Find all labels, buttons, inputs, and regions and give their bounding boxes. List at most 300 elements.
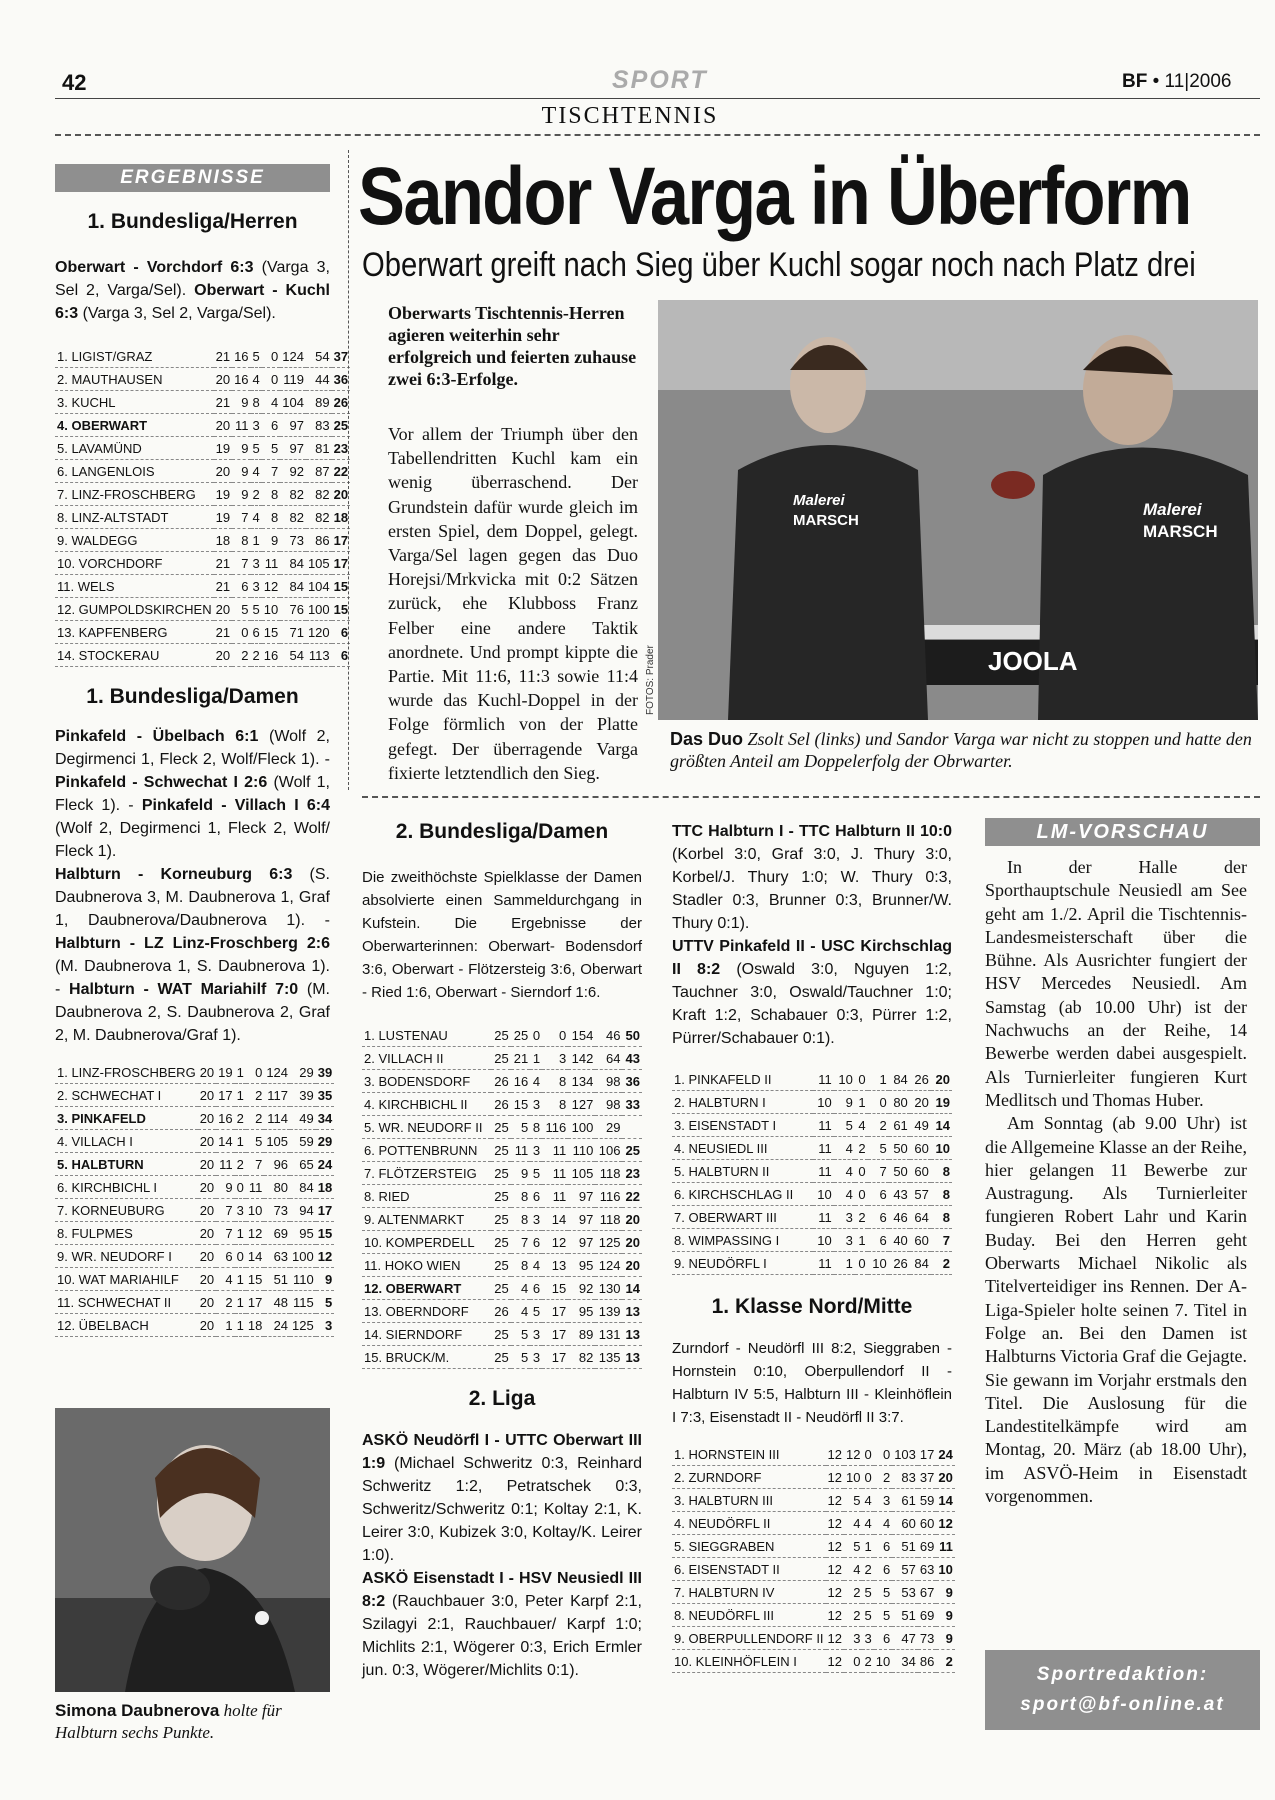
table-row xyxy=(672,1114,952,1137)
herren-standings-table xyxy=(55,345,350,667)
stat-cell: 1 xyxy=(235,1222,246,1245)
stat-cell: 6 xyxy=(232,575,250,598)
team-cell: 9. OBERPULLENDORF II xyxy=(672,1627,826,1650)
table-row xyxy=(362,1093,642,1116)
damen-result-4-detail: (S. Daubnerova 3, M. Daubnerova 1, Graf 1, Daubnerova/Daubnerova 1). - xyxy=(55,866,330,929)
stat-cell: 0 xyxy=(262,368,280,391)
stat-cell: 5 xyxy=(251,345,262,368)
table-row xyxy=(672,1604,955,1627)
stat-cell: 29 xyxy=(595,1116,622,1139)
stat-cell: 2 xyxy=(232,644,250,667)
liga2-title: 2. Bundesliga/Damen xyxy=(395,820,609,843)
points-cell: 18 xyxy=(316,1176,334,1199)
stat-cell: 20 xyxy=(214,414,232,437)
shirt-text-left-2: MARSCH xyxy=(793,512,859,529)
table-row xyxy=(672,1535,955,1558)
stat-cell: 3 xyxy=(251,552,262,575)
stat-cell: 17 xyxy=(918,1443,936,1466)
stat-cell: 3 xyxy=(834,1206,855,1229)
stat-cell: 86 xyxy=(306,529,332,552)
herren-result-1: Oberwart - Vorchdorf 6:3 xyxy=(55,259,254,276)
points-cell: 50 xyxy=(622,1024,642,1047)
stat-cell: 3 xyxy=(235,1199,246,1222)
table-row xyxy=(362,1139,642,1162)
stat-cell: 25 xyxy=(491,1162,510,1185)
kreis-column xyxy=(672,820,952,1673)
points-cell: 15 xyxy=(316,1222,334,1245)
table-row xyxy=(672,1650,955,1673)
stat-cell: 84 xyxy=(280,552,306,575)
stat-cell: 5 xyxy=(246,1130,264,1153)
points-cell: 36 xyxy=(622,1070,642,1093)
stat-cell: 95 xyxy=(290,1222,316,1245)
points-cell: 25 xyxy=(332,414,350,437)
stat-cell: 20 xyxy=(214,644,232,667)
stat-cell: 125 xyxy=(595,1231,622,1254)
stat-cell: 92 xyxy=(280,460,306,483)
stat-cell: 10 xyxy=(262,598,280,621)
stat-cell: 8 xyxy=(232,529,250,552)
stat-cell: 15 xyxy=(511,1093,530,1116)
stat-cell: 1 xyxy=(855,1091,868,1114)
stat-cell: 20 xyxy=(214,460,232,483)
stat-cell: 3 xyxy=(251,575,262,598)
stat-cell: 1 xyxy=(530,1047,542,1070)
points-cell: 25 xyxy=(622,1139,642,1162)
stat-cell: 7 xyxy=(511,1231,530,1254)
publication-issue: BF • 11|2006 xyxy=(1122,71,1232,92)
points-cell: 6 xyxy=(332,644,350,667)
stat-cell: 11 xyxy=(246,1176,264,1199)
stat-cell: 0 xyxy=(844,1650,862,1673)
section-title: SPORT xyxy=(612,66,708,94)
stat-cell: 12 xyxy=(826,1489,844,1512)
article-bottom-rule xyxy=(362,796,1260,798)
stat-cell: 9 xyxy=(232,437,250,460)
damen-result-6-detail: (M. Daubnerova 2, S. Daubnerova 2, Graf 2, M. Daubnerova/Graf 1). xyxy=(55,981,331,1044)
stat-cell: 1 xyxy=(235,1314,246,1337)
stat-cell: 5 xyxy=(844,1489,862,1512)
stat-cell: 19 xyxy=(214,506,232,529)
stat-cell: 124 xyxy=(264,1061,290,1084)
points-cell: 10 xyxy=(931,1137,952,1160)
stat-cell: 12 xyxy=(844,1443,862,1466)
table-row xyxy=(672,1229,952,1252)
preview-text xyxy=(985,856,1247,1508)
stat-cell: 105 xyxy=(264,1130,290,1153)
klasse-title: 1. Klasse Nord/Mitte xyxy=(711,1295,913,1318)
stat-cell: 46 xyxy=(889,1206,910,1229)
stat-cell: 82 xyxy=(568,1346,595,1369)
stat-cell: 154 xyxy=(568,1024,595,1047)
stat-cell: 127 xyxy=(568,1093,595,1116)
points-cell: 26 xyxy=(332,391,350,414)
stat-cell: 60 xyxy=(910,1229,931,1252)
points-cell: 6 xyxy=(332,621,350,644)
table-row xyxy=(672,1160,952,1183)
stat-cell: 14 xyxy=(216,1130,234,1153)
damen-result-4: Halbturn - Korneuburg 6:3 xyxy=(55,866,293,883)
points-cell: 15 xyxy=(332,598,350,621)
points-cell: 5 xyxy=(316,1291,334,1314)
stat-cell: 104 xyxy=(280,391,306,414)
stat-cell: 12 xyxy=(826,1604,844,1627)
stat-cell: 25 xyxy=(491,1208,510,1231)
stat-cell: 80 xyxy=(264,1176,290,1199)
team-cell: 15. BRUCK/M. xyxy=(362,1346,491,1369)
points-cell: 23 xyxy=(622,1162,642,1185)
stat-cell: 6 xyxy=(868,1229,889,1252)
stat-cell: 103 xyxy=(892,1443,918,1466)
stat-cell: 43 xyxy=(889,1183,910,1206)
stat-cell: 118 xyxy=(595,1162,622,1185)
preview-badge: LM-VORSCHAU xyxy=(985,818,1260,846)
team-cell: 6. EISENSTADT II xyxy=(672,1558,826,1581)
team-cell: 3. BODENSDORF xyxy=(362,1070,491,1093)
table-row xyxy=(362,1070,642,1093)
stat-cell: 20 xyxy=(198,1314,216,1337)
stat-cell: 10 xyxy=(844,1466,862,1489)
stat-cell: 34 xyxy=(892,1650,918,1673)
stat-cell: 5 xyxy=(511,1323,530,1346)
stat-cell: 2 xyxy=(855,1206,868,1229)
stat-cell: 15 xyxy=(246,1268,264,1291)
table-row xyxy=(672,1252,952,1275)
team-cell: 6. POTTENBRUNN xyxy=(362,1139,491,1162)
herren-result-1-detail: (Varga 3, Sel 2, Varga/Sel). xyxy=(55,259,330,299)
team-cell: 6. KIRCHSCHLAG II xyxy=(672,1183,813,1206)
team-cell: 9. WR. NEUDORF I xyxy=(55,1245,198,1268)
stat-cell: 20 xyxy=(198,1291,216,1314)
stat-cell: 11 xyxy=(813,1114,834,1137)
stat-cell: 26 xyxy=(491,1093,510,1116)
stat-cell: 20 xyxy=(910,1091,931,1114)
table-row xyxy=(362,1300,642,1323)
stat-cell: 6 xyxy=(530,1185,542,1208)
table-row xyxy=(672,1489,955,1512)
team-cell: 6. KIRCHBICHL I xyxy=(55,1176,198,1199)
stat-cell: 64 xyxy=(595,1047,622,1070)
subheadline: Oberwart greift nach Sieg über Kuchl sogar noch nach Platz drei xyxy=(362,246,1196,284)
stat-cell: 39 xyxy=(290,1084,316,1107)
stat-cell: 4 xyxy=(511,1300,530,1323)
table-row xyxy=(362,1277,642,1300)
stat-cell: 2 xyxy=(235,1153,246,1176)
points-cell: 9 xyxy=(936,1627,954,1650)
stat-cell: 5 xyxy=(862,1581,873,1604)
points-cell: 20 xyxy=(931,1068,952,1091)
stat-cell: 8 xyxy=(262,506,280,529)
stat-cell: 8 xyxy=(511,1208,530,1231)
team-cell: 1. LINZ-FROSCHBERG xyxy=(55,1061,198,1084)
preview-paragraph-2: Am Sonntag (ab 9.00 Uhr) ist die Allgemeine Klasse an der Reihe, hier gelangen 11 Bewerbe zur Austragung. Als Turnierleiter fungieren Robert Lahr und Karin Buday. Bei den Herren geht Oberwarts Michael Nikolic als Titelverteidiger ins Rennen. Der A-Liga-Spieler holte seinen 7. Titel in Folge an. Bei den Damen ist Halbturns Victoria Graf die Gejagte. Sie gewann im Vorjahr erstmals den Titel. Die Auslosung für die Landestitelkämpfe wird am Montag, 20. März (ab 18.00 Uhr), im ASVÖ-Heim in Eisenstadt vorgenommen. xyxy=(985,1113,1247,1507)
stat-cell: 82 xyxy=(280,506,306,529)
table-brand-text: JOOLA xyxy=(988,646,1078,676)
table-row xyxy=(672,1068,952,1091)
stat-cell: 69 xyxy=(918,1535,936,1558)
stat-cell: 8 xyxy=(251,391,262,414)
stat-cell: 50 xyxy=(889,1137,910,1160)
points-cell: 22 xyxy=(622,1185,642,1208)
herren-title: 1. Bundesliga/Herren xyxy=(87,210,298,233)
stat-cell: 51 xyxy=(264,1268,290,1291)
daubnerova-photo xyxy=(55,1408,330,1692)
damen-title: 1. Bundesliga/Damen xyxy=(86,685,299,708)
team-cell: 9. ALTENMARKT xyxy=(362,1208,491,1231)
stat-cell: 114 xyxy=(264,1107,290,1130)
stat-cell: 6 xyxy=(530,1231,542,1254)
stat-cell: 4 xyxy=(862,1512,873,1535)
stat-cell: 0 xyxy=(855,1068,868,1091)
stat-cell: 11 xyxy=(511,1139,530,1162)
stat-cell: 117 xyxy=(264,1084,290,1107)
stat-cell: 12 xyxy=(826,1581,844,1604)
stat-cell: 26 xyxy=(889,1252,910,1275)
table-row xyxy=(672,1627,955,1650)
stat-cell: 25 xyxy=(491,1346,510,1369)
stat-cell: 1 xyxy=(235,1268,246,1291)
points-cell: 2 xyxy=(931,1252,952,1275)
stat-cell: 10 xyxy=(246,1199,264,1222)
stat-cell: 50 xyxy=(889,1160,910,1183)
points-cell: 14 xyxy=(931,1114,952,1137)
stat-cell: 46 xyxy=(595,1024,622,1047)
stat-cell: 1 xyxy=(235,1130,246,1153)
stat-cell: 51 xyxy=(892,1604,918,1627)
stat-cell: 105 xyxy=(568,1162,595,1185)
stat-cell: 73 xyxy=(264,1199,290,1222)
stat-cell: 13 xyxy=(542,1254,568,1277)
stat-cell: 12 xyxy=(542,1231,568,1254)
points-cell: 9 xyxy=(936,1604,954,1627)
points-cell: 8 xyxy=(931,1183,952,1206)
stat-cell: 24 xyxy=(264,1314,290,1337)
main-photo xyxy=(658,300,1258,720)
table-row xyxy=(362,1162,642,1185)
stat-cell: 3 xyxy=(874,1489,892,1512)
points-cell: 37 xyxy=(332,345,350,368)
team-cell: 2. HALBTURN I xyxy=(672,1091,813,1114)
stat-cell: 17 xyxy=(246,1291,264,1314)
team-cell: 7. KORNEUBURG xyxy=(55,1199,198,1222)
team-cell: 8. FULPMES xyxy=(55,1222,198,1245)
stat-cell: 2 xyxy=(251,644,262,667)
stat-cell: 2 xyxy=(874,1466,892,1489)
stat-cell: 19 xyxy=(214,437,232,460)
stat-cell: 9 xyxy=(262,529,280,552)
damen-result-1-detail: (Wolf 2, Degirmenci 1, Fleck 2, Wolf/Fleck 1). - xyxy=(55,728,330,768)
table-row xyxy=(362,1323,642,1346)
points-cell: 17 xyxy=(332,552,350,575)
team-cell: 4. VILLACH I xyxy=(55,1130,198,1153)
stat-cell: 11 xyxy=(813,1252,834,1275)
klasse-text: Zurndorf - Neudörfl III 8:2, Sieggraben - Hornstein 0:10, Oberpullendorf II - Halbturn IV 5:5, Halbturn III - Kleinhöflein I 7:3, Eisenstadt II - Neudörfl II 3:7. xyxy=(672,1340,952,1426)
stat-cell: 54 xyxy=(280,644,306,667)
column-divider xyxy=(348,150,349,790)
stat-cell: 4 xyxy=(844,1558,862,1581)
stat-cell: 5 xyxy=(868,1137,889,1160)
stat-cell: 71 xyxy=(280,621,306,644)
stat-cell: 44 xyxy=(306,368,332,391)
stat-cell: 97 xyxy=(568,1231,595,1254)
shirt-text-right-1: Malerei xyxy=(1143,500,1202,519)
stat-cell: 37 xyxy=(918,1466,936,1489)
table-row xyxy=(672,1137,952,1160)
stat-cell: 2 xyxy=(844,1581,862,1604)
caption-body: Zsolt Sel (links) und Sandor Varga war nicht zu stoppen und hatte den größten Anteil am Doppelerfolg der Obrwarter. xyxy=(670,729,1252,771)
stat-cell: 6 xyxy=(874,1535,892,1558)
stat-cell: 9 xyxy=(834,1091,855,1114)
points-cell: 15 xyxy=(332,575,350,598)
stat-cell: 5 xyxy=(862,1604,873,1627)
stat-cell: 110 xyxy=(290,1268,316,1291)
stat-cell: 4 xyxy=(844,1512,862,1535)
stat-cell: 2 xyxy=(868,1114,889,1137)
stat-cell: 29 xyxy=(290,1061,316,1084)
table-row xyxy=(55,1130,334,1153)
stat-cell: 1 xyxy=(235,1061,246,1084)
stat-cell: 98 xyxy=(595,1093,622,1116)
stat-cell: 10 xyxy=(868,1252,889,1275)
team-cell: 8. RIED xyxy=(362,1185,491,1208)
stat-cell: 130 xyxy=(595,1277,622,1300)
stat-cell: 11 xyxy=(813,1137,834,1160)
stat-cell: 5 xyxy=(251,437,262,460)
contact-email[interactable]: sport@bf-online.at xyxy=(1020,1694,1225,1715)
stat-cell: 20 xyxy=(198,1245,216,1268)
stat-cell: 12 xyxy=(262,575,280,598)
stat-cell: 11 xyxy=(813,1160,834,1183)
stat-cell: 47 xyxy=(892,1627,918,1650)
stat-cell: 19 xyxy=(216,1061,234,1084)
stat-cell: 84 xyxy=(280,575,306,598)
stat-cell: 60 xyxy=(892,1512,918,1535)
table-row xyxy=(55,529,350,552)
team-cell: 7. OBERWART III xyxy=(672,1206,813,1229)
stat-cell: 95 xyxy=(568,1254,595,1277)
table-row xyxy=(55,621,350,644)
table-row xyxy=(672,1206,952,1229)
table-row xyxy=(55,414,350,437)
stat-cell: 63 xyxy=(264,1245,290,1268)
herren-results xyxy=(55,256,330,325)
team-cell: 7. FLÖTZERSTEIG xyxy=(362,1162,491,1185)
stat-cell: 0 xyxy=(862,1443,873,1466)
team-cell: 12. GUMPOLDSKIRCHEN xyxy=(55,598,214,621)
stat-cell: 4 xyxy=(874,1512,892,1535)
table-row xyxy=(362,1208,642,1231)
table-row xyxy=(362,1231,642,1254)
table-row xyxy=(55,460,350,483)
stat-cell: 25 xyxy=(491,1277,510,1300)
stat-cell: 25 xyxy=(491,1116,510,1139)
liga2-text: Die zweithöchste Spielklasse der Damen absolvierte einen Sammeldurchgang in Kufstein. Die Ergebnisse der Oberwarterinnen: Oberwart- Bodensdorf 3:6, Oberwart - Flötzersteig 3:6, Oberwart - Ried 1:6, Oberwart - Sierndorf 1:6. xyxy=(362,869,642,1001)
stat-cell: 8 xyxy=(530,1116,542,1139)
headline: Sandor Varga in Überform xyxy=(358,151,1191,242)
stat-cell: 60 xyxy=(910,1160,931,1183)
points-cell: 11 xyxy=(936,1535,954,1558)
team-cell: 12. OBERWART xyxy=(362,1277,491,1300)
team-cell: 12. ÜBELBACH xyxy=(55,1314,198,1337)
stat-cell: 7 xyxy=(216,1222,234,1245)
team-cell: 4. KIRCHBICHL II xyxy=(362,1093,491,1116)
damen-result-2-detail: (Wolf 1, Fleck 1). - xyxy=(55,774,330,814)
kreis-result-1-detail: (Korbel 3:0, Graf 3:0, J. Thury 3:0, Korbel/J. Thury 1:0; W. Thury 0:3, Stadler 0:3, Brunner 0:3, Brunner/W. Thury 0:1). xyxy=(672,846,952,932)
stat-cell: 2 xyxy=(862,1650,873,1673)
stat-cell: 10 xyxy=(813,1183,834,1206)
table-row xyxy=(55,368,350,391)
team-cell: 5. WR. NEUDORF II xyxy=(362,1116,491,1139)
stat-cell: 69 xyxy=(918,1604,936,1627)
lead-paragraph: Oberwarts Tischtennis-Herren agieren weiterhin sehr erfolgreich und feierten zuhause zwei 6:3-Erfolge. xyxy=(388,303,637,389)
team-cell: 10. WAT MARIAHILF xyxy=(55,1268,198,1291)
stat-cell: 5 xyxy=(874,1581,892,1604)
stat-cell: 57 xyxy=(892,1558,918,1581)
team-cell: 5. HALBTURN II xyxy=(672,1160,813,1183)
stat-cell: 10 xyxy=(813,1229,834,1252)
stat-cell: 21 xyxy=(214,621,232,644)
stat-cell: 4 xyxy=(530,1070,542,1093)
stat-cell: 7 xyxy=(232,506,250,529)
team-cell: 4. NEUSIEDL III xyxy=(672,1137,813,1160)
points-cell: 20 xyxy=(332,483,350,506)
stat-cell: 135 xyxy=(595,1346,622,1369)
stat-cell: 1 xyxy=(251,529,262,552)
points-cell: 7 xyxy=(931,1229,952,1252)
table-row xyxy=(362,1024,642,1047)
points-cell: 29 xyxy=(316,1130,334,1153)
team-cell: 2. SCHWECHAT I xyxy=(55,1084,198,1107)
stat-cell: 0 xyxy=(874,1443,892,1466)
team-cell: 10. KOMPERDELL xyxy=(362,1231,491,1254)
points-cell: 12 xyxy=(936,1512,954,1535)
damen-result-5-detail: (M. Daubnerova 1, S. Daubnerova 1). - xyxy=(55,958,330,998)
team-cell: 3. HALBTURN III xyxy=(672,1489,826,1512)
damen-results xyxy=(55,725,330,1047)
herren-result-2-detail: (Varga 3, Sel 2, Varga/Sel). xyxy=(78,305,276,322)
stat-cell: 11 xyxy=(813,1068,834,1091)
stat-cell: 16 xyxy=(216,1107,234,1130)
points-cell: 36 xyxy=(332,368,350,391)
stat-cell: 100 xyxy=(568,1116,595,1139)
damen-result-1: Pinkafeld - Übelbach 6:1 xyxy=(55,728,259,745)
stat-cell: 0 xyxy=(855,1183,868,1206)
stat-cell: 3 xyxy=(530,1208,542,1231)
stat-cell: 20 xyxy=(198,1107,216,1130)
stat-cell: 7 xyxy=(232,552,250,575)
stat-cell: 9 xyxy=(232,391,250,414)
stat-cell: 10 xyxy=(813,1091,834,1114)
team-cell: 11. WELS xyxy=(55,575,214,598)
stat-cell: 67 xyxy=(918,1581,936,1604)
stat-cell: 21 xyxy=(214,552,232,575)
stat-cell: 61 xyxy=(892,1489,918,1512)
caption-lead: Das Duo xyxy=(670,729,744,749)
team-cell: 5. LAVAMÜND xyxy=(55,437,214,460)
stat-cell: 1 xyxy=(235,1084,246,1107)
team-cell: 4. OBERWART xyxy=(55,414,214,437)
stat-cell: 0 xyxy=(262,345,280,368)
points-cell: 35 xyxy=(316,1084,334,1107)
stat-cell: 3 xyxy=(530,1323,542,1346)
stat-cell: 48 xyxy=(264,1291,290,1314)
team-cell: 3. EISENSTADT I xyxy=(672,1114,813,1137)
stat-cell: 0 xyxy=(530,1024,542,1047)
table-row xyxy=(55,644,350,667)
stat-cell: 17 xyxy=(542,1300,568,1323)
table-row xyxy=(672,1443,955,1466)
stat-cell: 73 xyxy=(280,529,306,552)
